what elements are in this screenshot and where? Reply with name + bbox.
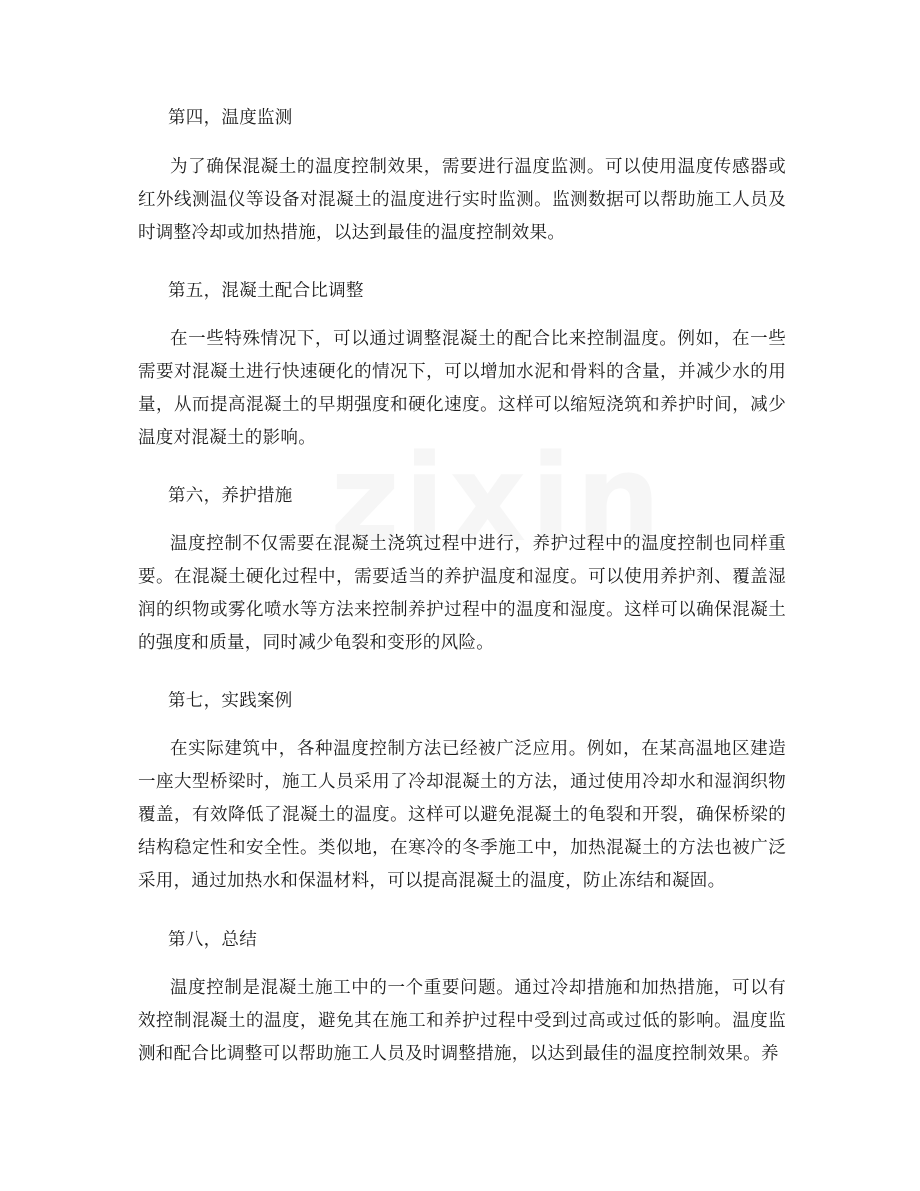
section-body-6: 温度控制不仅需要在混凝土浇筑过程中进行，养护过程中的温度控制也同样重要。在混凝土硬化过程中，需要适当的养护温度和湿度。可以使用养护剂、覆盖湿润的织物或雾化喷水等方法来控制养护过程中的温度和湿度。这样可以确保混凝土的强度和质量，同时减少龟裂和变形的风险。	[138, 534, 786, 653]
section-body-4: 为了确保混凝土的温度控制效果，需要进行温度监测。可以使用温度传感器或红外线测温仪等设备对混凝土的温度进行实时监测。监测数据可以帮助施工人员及时调整冷却或加热措施，以达到最佳的温度控制效果。	[138, 157, 786, 243]
section-heading-8: 第八，总结	[168, 930, 257, 950]
section-heading-4: 第四，温度监测	[168, 108, 293, 128]
section-body-8: 温度控制是混凝土施工中的一个重要问题。通过冷却措施和加热措施，可以有效控制混凝土的温度，避免其在施工和养护过程中受到过高或过低的影响。温度监测和配合比调整可以帮助施工人员及时调整措施，以达到最佳的温度控制效果。养	[138, 978, 786, 1064]
section-body-5: 在一些特殊情况下，可以通过调整混凝土的配合比来控制温度。例如，在一些需要对混凝土进行快速硬化的情况下，可以增加水泥和骨料的含量，并减少水的用量，从而提高混凝土的早期强度和硬化速度。这样可以缩短浇筑和养护时间，减少温度对混凝土的影响。	[138, 329, 786, 448]
section-body-7: 在实际建筑中，各种温度控制方法已经被广泛应用。例如，在某高温地区建造一座大型桥梁时，施工人员采用了冷却混凝土的方法，通过使用冷却水和湿润织物覆盖，有效降低了混凝土的温度。这样可以避免混凝土的龟裂和开裂，确保桥梁的结构稳定性和安全性。类似地，在寒冷的冬季施工中，加热混凝土的方法也被广泛采用，通过加热水和保温材料，可以提高混凝土的温度，防止冻结和凝固。	[138, 739, 786, 891]
section-heading-7: 第七，实践案例	[168, 691, 293, 711]
section-heading-6: 第六，养护措施	[168, 486, 293, 506]
section-heading-5: 第五，混凝土配合比调整	[168, 281, 364, 301]
